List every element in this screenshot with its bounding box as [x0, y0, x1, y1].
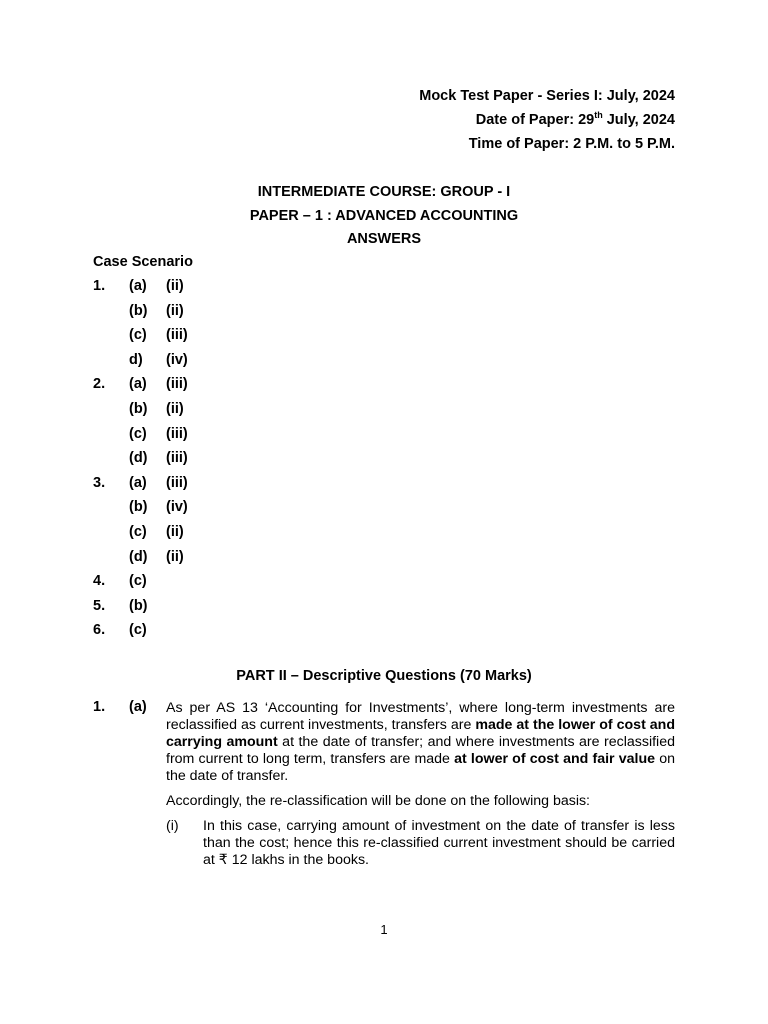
page-number: 1	[380, 922, 388, 937]
answer-paragraph-2: Accordingly, the re-classification will be done on the following basis:	[166, 793, 591, 809]
header-time: Time of Paper: 2 P.M. to 5 P.M.	[468, 136, 675, 152]
paper-title: PAPER – 1 : ADVANCED ACCOUNTING	[249, 208, 519, 224]
answer-question-number: 1.	[93, 278, 106, 294]
answers-title: ANSWERS	[346, 231, 422, 247]
answer-paragraph-1: As per AS 13 ‘Accounting for Investments’, where long-term investments are reclassified as current investments, transfers are made at the lower of cost and carrying amount at the date of transfer; and where investments are reclassified from current to long term, transfers are made at lower of cost and fair value on the date of transfer.	[166, 700, 676, 784]
item-label: (i)	[166, 818, 179, 834]
answer-question-number: 3.	[93, 475, 106, 491]
case-scenario-heading: Case Scenario	[93, 254, 193, 270]
answer-choice: (ii)	[166, 549, 184, 565]
question-sub: (a)	[129, 699, 147, 715]
header-date: Date of Paper: 29th July, 2024	[475, 110, 675, 128]
answer-sub-label: (c)	[129, 622, 147, 638]
answer-sub-label: (d)	[129, 549, 148, 565]
answer-choice: (iii)	[166, 376, 188, 392]
answer-choice: (ii)	[166, 303, 184, 319]
answer-question-number: 6.	[93, 622, 106, 638]
part2-heading: PART II – Descriptive Questions (70 Marks)	[236, 668, 532, 684]
answer-choice: (iii)	[166, 450, 188, 466]
header-series: Mock Test Paper - Series I: July, 2024	[419, 88, 675, 104]
answer-sub-label: (b)	[129, 303, 148, 319]
answer-sub-label: (c)	[129, 524, 147, 540]
answer-choice: (iii)	[166, 327, 188, 343]
answer-sub-label: (d)	[129, 450, 148, 466]
answer-question-number: 5.	[93, 598, 106, 614]
answer-sub-label: d)	[129, 352, 143, 368]
answer-choice: (ii)	[166, 524, 184, 540]
question-number: 1.	[93, 699, 106, 715]
answer-question-number: 2.	[93, 376, 106, 392]
answer-sub-label: (a)	[129, 376, 147, 392]
answer-sub-label: (a)	[129, 475, 147, 491]
answer-choice: (iv)	[166, 352, 188, 368]
answer-choice: (iii)	[166, 426, 188, 442]
answer-choice: (ii)	[166, 401, 184, 417]
item-text: In this case, carrying amount of investment on the date of transfer is less than the cost; hence this re-classified current investment should be carried at ₹ 12 lakhs in the books.	[203, 818, 675, 868]
answer-sub-label: (a)	[129, 278, 147, 294]
course-title: INTERMEDIATE COURSE: GROUP - I	[257, 184, 511, 200]
answer-sub-label: (b)	[129, 499, 148, 515]
answer-sub-label: (b)	[129, 598, 148, 614]
answer-choice: (iii)	[166, 475, 188, 491]
answer-sub-label: (b)	[129, 401, 148, 417]
answer-sub-label: (c)	[129, 573, 147, 589]
answer-sub-label: (c)	[129, 327, 147, 343]
answer-choice: (ii)	[166, 278, 184, 294]
answer-sub-label: (c)	[129, 426, 147, 442]
answer-question-number: 4.	[93, 573, 106, 589]
answer-choice: (iv)	[166, 499, 188, 515]
